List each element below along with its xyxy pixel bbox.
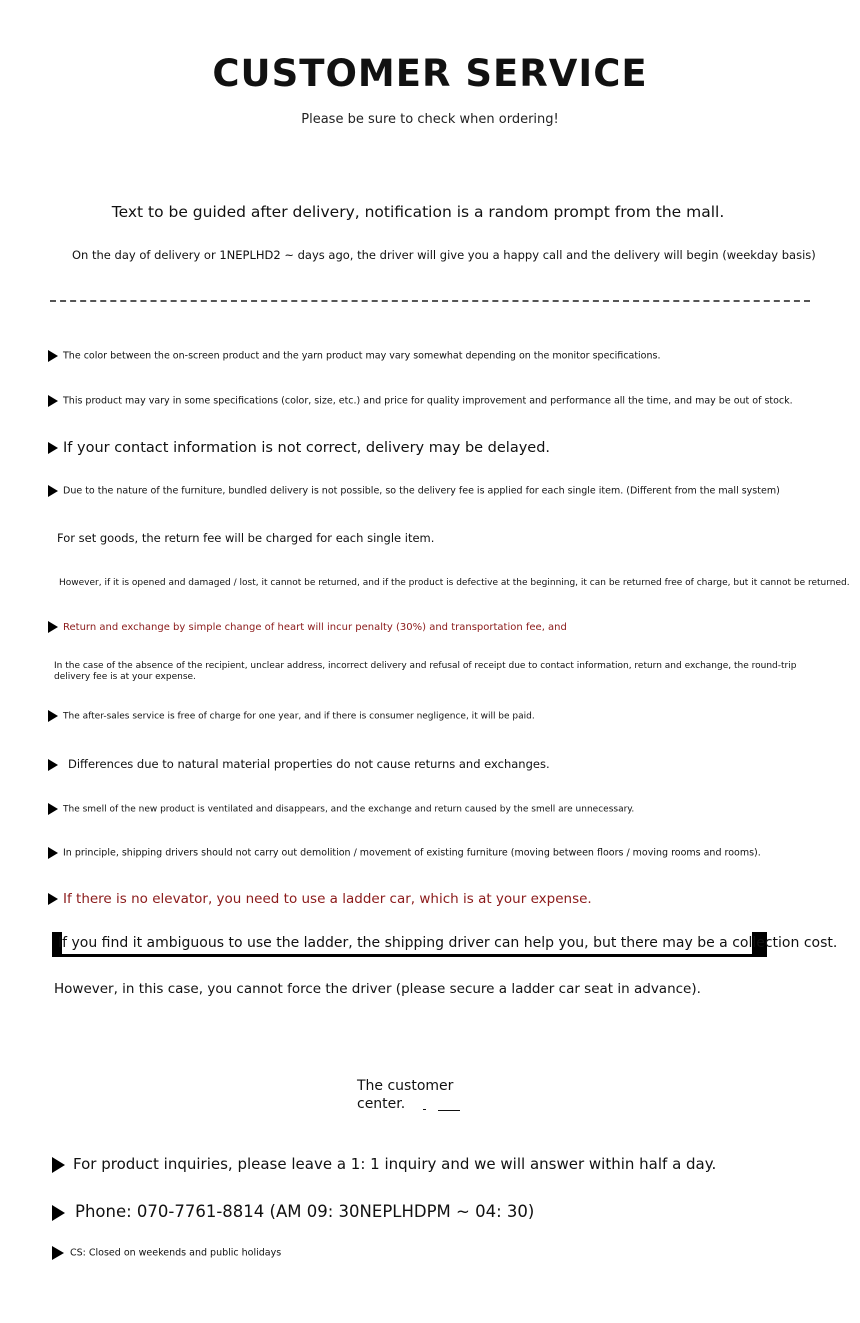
notice-item xyxy=(48,847,761,859)
inquiry-text: For product inquiries, please leave a 1: 1 inquiry and we will answer within half a day. xyxy=(73,1155,717,1173)
notice-text: The smell of the new product is ventilated and disappears, and the exchange and return caused by the smell are unnecessary. xyxy=(63,804,635,815)
closed-text: CS: Closed on weekends and public holidays xyxy=(70,1247,282,1259)
bullet-triangle-icon xyxy=(48,847,58,859)
notice-text: In the case of the absence of the recipient, unclear address, incorrect delivery and refusal of receipt due to contact information, return and exchange, the round-trip delivery fee is at your expense. xyxy=(54,661,797,682)
dashed-divider xyxy=(50,300,810,302)
notice-text: If your contact information is not correct, delivery may be delayed. xyxy=(63,440,551,456)
notice-text: For set goods, the return fee will be charged for each single item. xyxy=(57,531,435,545)
notice-item xyxy=(48,710,535,722)
notice-text: If you find it ambiguous to use the ladder, the shipping driver can help you, but there may be a collection cost. xyxy=(58,935,838,951)
bullet-triangle-icon xyxy=(48,621,58,633)
notice-text: However, in this case, you cannot force the driver (please secure a ladder car seat in advance). xyxy=(54,981,701,997)
notice-item xyxy=(48,803,634,815)
bullet-triangle-icon xyxy=(52,1246,64,1260)
notice-item xyxy=(48,891,592,907)
phone-text: Phone: 070-7761-8814 (AM 09: 30NEPLHDPM ~ 04: 30) xyxy=(75,1202,535,1221)
bullet-triangle-icon xyxy=(48,485,58,497)
notice-text: Due to the nature of the furniture, bundled delivery is not possible, so the delivery fee is applied for each single item. (Different from the mall system) xyxy=(63,485,780,497)
phone-item xyxy=(52,1202,534,1221)
page-title: CUSTOMER SERVICE xyxy=(212,52,648,95)
notice-item xyxy=(48,350,661,362)
inquiry-item xyxy=(52,1155,716,1173)
delivery-guide-heading: Text to be guided after delivery, notification is a random prompt from the mall. xyxy=(111,203,725,221)
notice-item xyxy=(48,440,550,456)
notice-text: However, if it is opened and damaged / lost, it cannot be returned, and if the product is defective at the beginning, it can be returned free of charge, but it cannot be returned. xyxy=(59,578,850,588)
bullet-triangle-icon xyxy=(52,1205,65,1221)
bullet-triangle-icon xyxy=(48,350,58,362)
bullet-triangle-icon xyxy=(48,759,58,771)
customer-center-label: The customer center. xyxy=(357,1078,454,1112)
notice-item xyxy=(48,621,567,633)
notice-item xyxy=(48,757,550,771)
bullet-triangle-icon xyxy=(48,803,58,815)
notice-text: Differences due to natural material properties do not cause returns and exchanges. xyxy=(68,757,550,771)
page-subtitle: Please be sure to check when ordering! xyxy=(301,112,559,127)
bullet-triangle-icon xyxy=(48,710,58,722)
closed-item xyxy=(52,1246,281,1260)
decorative-underline xyxy=(438,1110,460,1111)
notice-text: The color between the on-screen product and the yarn product may vary somewhat depending on the monitor specifications. xyxy=(63,350,661,362)
bullet-triangle-icon xyxy=(48,395,58,407)
notice-item xyxy=(48,395,793,407)
notice-text: Return and exchange by simple change of heart will incur penalty (30%) and transportation fee, and xyxy=(63,622,567,633)
decorative-dash xyxy=(423,1109,426,1110)
notice-text: In principle, shipping drivers should not carry out demolition / movement of existing furniture (moving between floors / moving rooms and rooms). xyxy=(63,847,761,859)
bullet-triangle-icon xyxy=(48,893,58,905)
notice-item xyxy=(48,485,780,497)
bullet-triangle-icon xyxy=(52,1157,65,1173)
notice-text: The after-sales service is free of charge for one year, and if there is consumer negligence, it will be paid. xyxy=(63,711,535,722)
notice-text: If there is no elevator, you need to use a ladder car, which is at your expense. xyxy=(63,891,592,907)
bullet-triangle-icon xyxy=(48,442,58,454)
notice-text: This product may vary in some specifications (color, size, etc.) and price for quality improvement and performance all the time, and may be out of stock. xyxy=(63,395,793,407)
delivery-guide-text: On the day of delivery or 1NEPLHD2 ~ days ago, the driver will give you a happy call and the delivery will begin (weekday basis) xyxy=(72,248,816,262)
